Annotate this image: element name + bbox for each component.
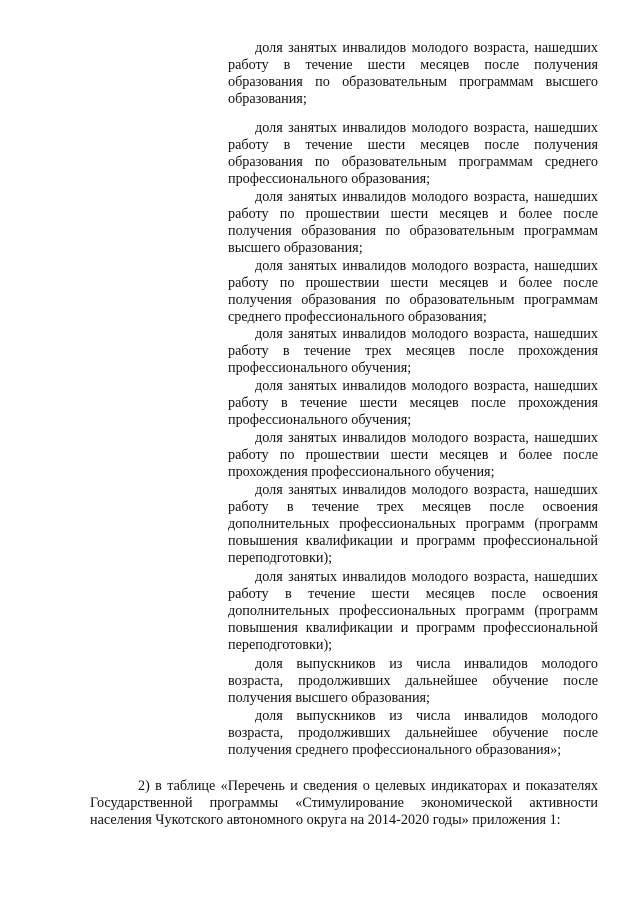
list-item-9: доля занятых инвалидов молодого возраста, нашедших работу в течение шести месяцев после освоения дополнительных профессиональных программ (программ повышения квалификации и программ профессиональной переподготовки); <box>228 569 598 653</box>
list-item-4: доля занятых инвалидов молодого возраста, нашедших работу по прошествии шести месяцев и более после получения образования по образовательным программам среднего профессионального образования; <box>228 258 598 325</box>
list-item-2: доля занятых инвалидов молодого возраста, нашедших работу в течение шести месяцев после получения образования по образовательным программам среднего профессионального образования; <box>228 120 598 187</box>
amendment-paragraph: 2) в таблице «Перечень и сведения о целевых индикаторах и показателях Государственной программы «Стимулирование экономической активности населения Чукотского автономного округа на 2014-2020 годы» приложения 1: <box>90 778 598 828</box>
list-item-7: доля занятых инвалидов молодого возраста, нашедших работу по прошествии шести месяцев и более после прохождения профессионального обучения; <box>228 430 598 480</box>
list-item-6: доля занятых инвалидов молодого возраста, нашедших работу в течение шести месяцев после прохождения профессионального обучения; <box>228 378 598 428</box>
list-item-5: доля занятых инвалидов молодого возраста, нашедших работу в течение трех месяцев после прохождения профессионального обучения; <box>228 326 598 376</box>
list-item-10: доля выпускников из числа инвалидов молодого возраста, продолживших дальнейшее обучение после получения высшего образования; <box>228 656 598 706</box>
list-item-8: доля занятых инвалидов молодого возраста, нашедших работу в течение трех месяцев после освоения дополнительных профессиональных программ (программ повышения квалификации и программ профессиональной переподготовки); <box>228 482 598 566</box>
list-item-3: доля занятых инвалидов молодого возраста, нашедших работу по прошествии шести месяцев и более после получения образования по образовательным программам высшего образования; <box>228 189 598 256</box>
list-item-1: доля занятых инвалидов молодого возраста, нашедших работу в течение шести месяцев после получения образования по образовательным программам высшего образования; <box>228 40 598 107</box>
list-item-11: доля выпускников из числа инвалидов молодого возраста, продолживших дальнейшее обучение после получения среднего профессионального образования»; <box>228 708 598 758</box>
